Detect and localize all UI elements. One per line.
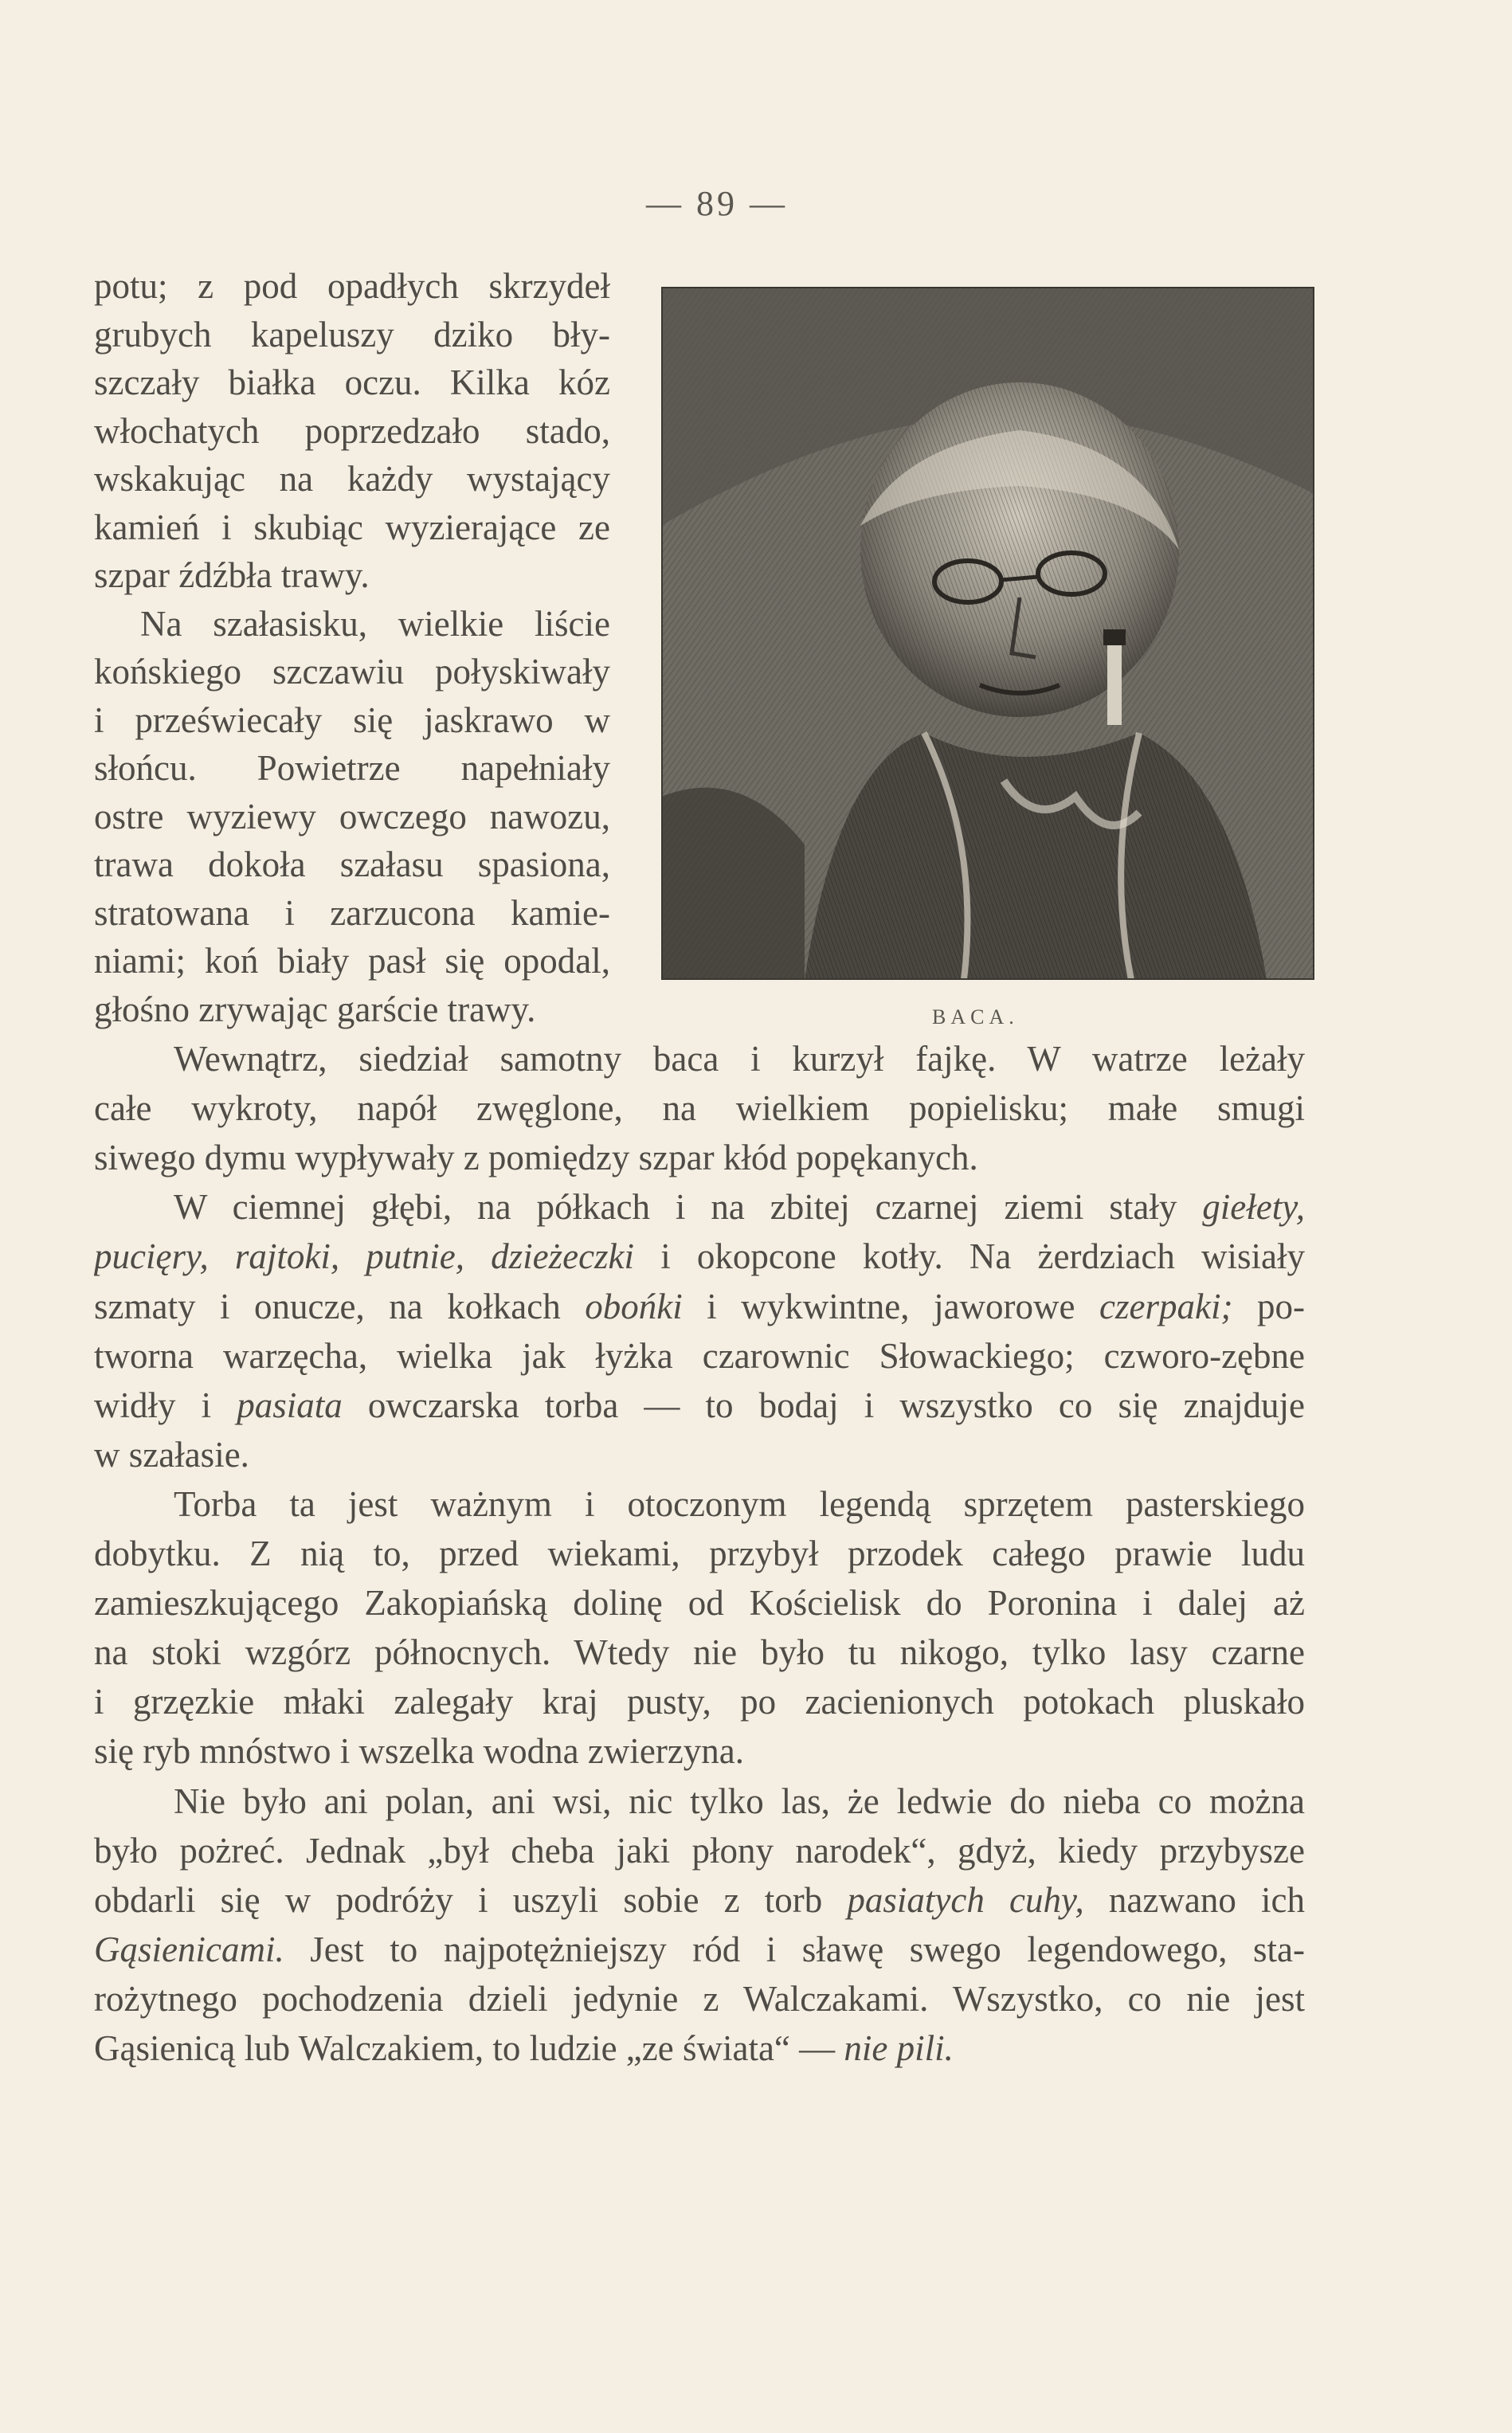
column-text-line: trawa dokoła szałasu spasiona, bbox=[94, 844, 610, 884]
body-text-line bbox=[94, 1974, 1305, 2024]
body-text-line bbox=[174, 1034, 1305, 1083]
body-text-line bbox=[94, 1875, 1305, 1925]
body-text-line bbox=[94, 2024, 1305, 2073]
column-text-line: włochatych poprzedzało stado, bbox=[94, 410, 610, 451]
text-segment: nazwano ich bbox=[1083, 1879, 1305, 1920]
text-segment: Nie było ani polan, ani wsi, nic tylko las, że ledwie do nieba co można bbox=[174, 1781, 1305, 1821]
text-segment: W ciemnej głębi, na półkach i na zbitej czarnej ziemi stały bbox=[174, 1187, 1203, 1228]
body-text-line bbox=[94, 1826, 1305, 1875]
body-text-line bbox=[94, 1381, 1305, 1430]
portrait-engraving-icon bbox=[661, 287, 1314, 980]
text-segment: rożytnego pochodzenia dzieli jedynie z Walczakami. Wszystko, co nie jest bbox=[94, 1978, 1305, 2019]
italic-term: pasiata bbox=[237, 1385, 343, 1425]
italic-term: nie pili. bbox=[844, 2028, 954, 2068]
illustration-baca bbox=[661, 287, 1314, 980]
text-segment: Jest to najpotężniejszy ród i sławę swego legendowego, sta- bbox=[284, 1929, 1305, 1969]
body-text-line bbox=[94, 1282, 1305, 1331]
text-segment: zamieszkującego Zakopiańską dolinę od Kościelisk do Poronina i dalej aż bbox=[94, 1583, 1305, 1624]
column-text-line: końskiego szczawiu połyskiwały bbox=[94, 652, 610, 692]
text-segment: i wykwintne, jaworowe bbox=[682, 1286, 1100, 1326]
text-segment: widły i bbox=[94, 1385, 237, 1425]
column-text-line: potu; z pod opadłych skrzydeł bbox=[94, 266, 610, 306]
text-segment: i okopcone kotły. Na żerdziach wisiały bbox=[634, 1236, 1305, 1277]
text-segment: się ryb mnóstwo i wszelka wodna zwierzyna. bbox=[94, 1731, 745, 1772]
text-segment: dobytku. Z nią to, przed wiekami, przybył przodek całego prawie ludu bbox=[94, 1534, 1305, 1573]
illustration-caption: BACA. bbox=[932, 1005, 1019, 1028]
italic-term: pasiatych cuhy, bbox=[847, 1879, 1084, 1920]
italic-term: giełety, bbox=[1202, 1187, 1305, 1228]
body-text-line bbox=[94, 1628, 1305, 1677]
column-text-line: szczały białka oczu. Kilka kóz bbox=[94, 362, 610, 402]
body-text-line bbox=[94, 1331, 1305, 1381]
column-text-line: Na szałasisku, wielkie liście bbox=[140, 603, 610, 644]
column-text-line: ostre wyziewy owczego nawozu, bbox=[94, 796, 610, 836]
body-text-line bbox=[94, 1677, 1305, 1726]
body-text-line bbox=[94, 1925, 1305, 1974]
column-text-line: stratowana i zarzucona kamie- bbox=[94, 892, 610, 933]
text-segment: było pożreć. Jednak „był cheba jaki płony narodek“, gdyż, kiedy przybysze bbox=[94, 1830, 1305, 1871]
column-text-line: głośno zrywając garście trawy. bbox=[94, 989, 536, 1029]
body-text-line bbox=[94, 1529, 1305, 1578]
column-text-line: wskakując na każdy wystający bbox=[94, 459, 610, 499]
column-text-line: szpar źdźbła trawy. bbox=[94, 555, 370, 595]
body-text-line bbox=[94, 1232, 1305, 1281]
body-text-line bbox=[94, 1726, 1305, 1776]
italic-term: Gąsienicami. bbox=[94, 1929, 284, 1969]
text-segment: i grzęzkie młaki zalegały kraj pusty, po zacienionych potokach pluskało bbox=[94, 1682, 1305, 1722]
text-segment: Torba ta jest ważnym i otoczonym legendą sprzętem pasterskiego bbox=[174, 1483, 1305, 1524]
body-text-line bbox=[174, 1479, 1305, 1529]
column-text-line: i przeświecały się jaskrawo w bbox=[94, 699, 610, 740]
text-segment: tworna warzęcha, wielka jak łyżka czarownic Słowackiego; czworo-zębne bbox=[94, 1335, 1305, 1376]
body-text-line bbox=[174, 1182, 1305, 1232]
body-text-line bbox=[94, 1083, 1305, 1133]
column-text-line: kamień i skubiąc wyzierające ze bbox=[94, 507, 610, 547]
body-text-line bbox=[94, 1430, 1305, 1479]
text-segment: siwego dymu wypływały z pomiędzy szpar kłód popękanych. bbox=[94, 1138, 978, 1178]
text-segment: po- bbox=[1232, 1286, 1305, 1326]
text-segment: szmaty i onucze, na kołkach bbox=[94, 1286, 586, 1326]
italic-term: czerpaki; bbox=[1099, 1286, 1233, 1326]
text-segment: na stoki wzgórz północnych. Wtedy nie było tu nikogo, tylko lasy czarne bbox=[94, 1632, 1305, 1673]
text-segment: całe wykroty, napół zwęglone, na wielkiem popielisku; małe smugi bbox=[94, 1088, 1305, 1129]
text-segment: w szałasie. bbox=[94, 1434, 249, 1475]
text-segment: Gąsienicą lub Walczakiem, to ludzie „ze świata“ — bbox=[94, 2028, 844, 2068]
body-text-line bbox=[94, 1578, 1305, 1628]
italic-term: pucięry, rajtoki, putnie, dzieżeczki bbox=[94, 1236, 635, 1277]
column-text-line: słońcu. Powietrze napełniały bbox=[94, 748, 610, 788]
body-text-line bbox=[174, 1777, 1305, 1826]
body-text-line bbox=[94, 1133, 1305, 1182]
italic-term: obońki bbox=[585, 1286, 683, 1326]
text-segment: owczarska torba — to bodaj i wszystko co się znajduje bbox=[342, 1385, 1305, 1425]
column-text-line: niami; koń biały pasł się opodal, bbox=[94, 941, 610, 981]
text-segment: Wewnątrz, siedział samotny baca i kurzył fajkę. W watrze leżały bbox=[174, 1039, 1305, 1079]
page-number: — 89 — bbox=[646, 184, 788, 223]
column-text-line: grubych kapeluszy dziko bły- bbox=[94, 314, 610, 355]
text-segment: obdarli się w podróży i uszyli sobie z torb bbox=[94, 1879, 848, 1920]
